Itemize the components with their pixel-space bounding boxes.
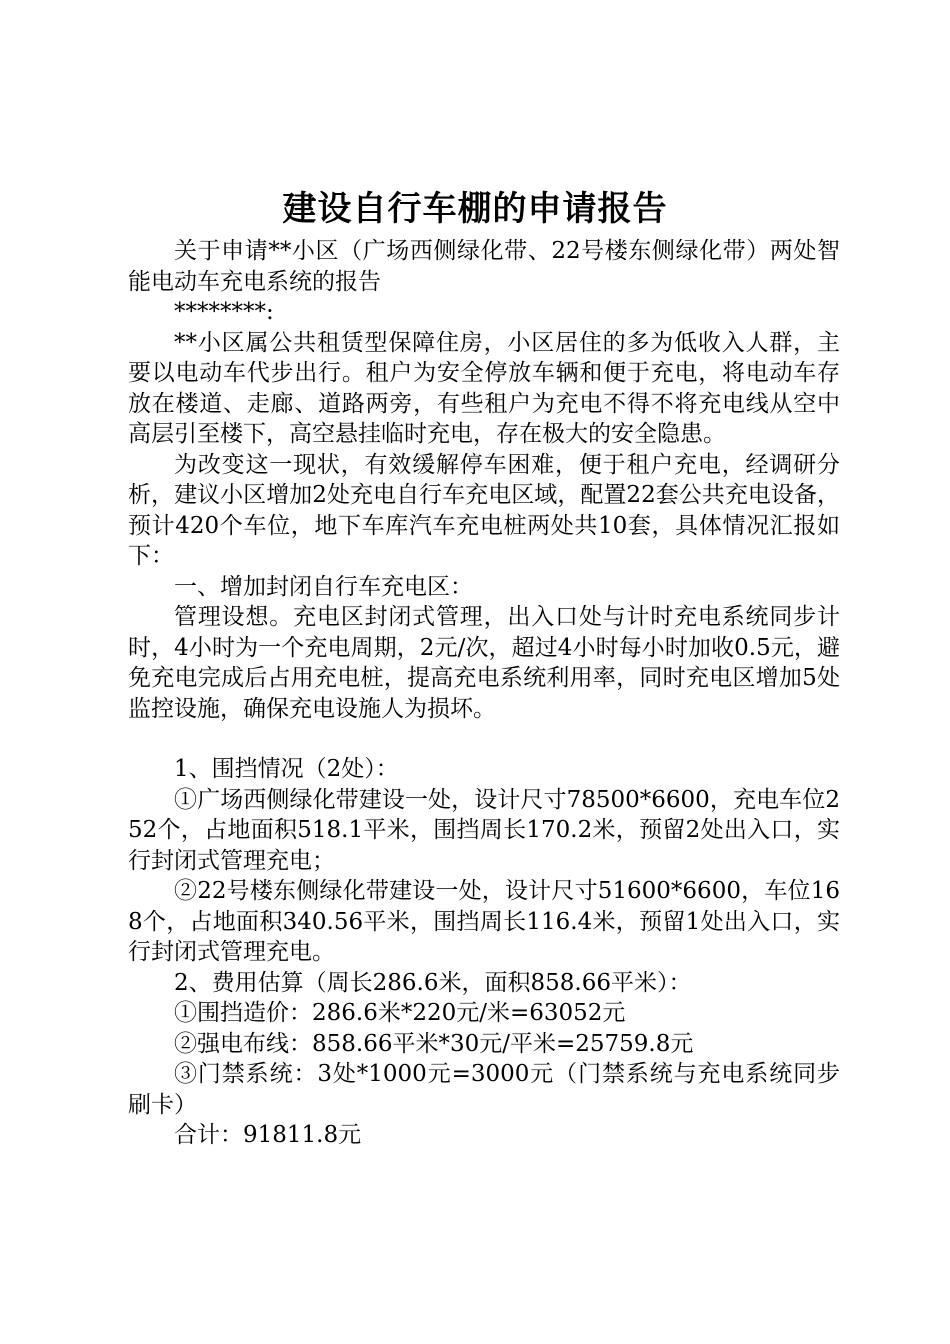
cost-item-2: ②强电布线：858.66平米*30元/平米=25759.8元 [174, 1030, 694, 1057]
background-paragraph: **小区属公共租赁型保障住房，小区居住的多为低收入人群，主要以电动车代步出行。租户为安全停放车辆和便于充电，将电动车存放在楼道、走廊、道路两旁，有些租户为充电不得不将充电线从空中高层引至楼下，高空悬挂临时充电，存在极大的安全隐患。 [128, 329, 840, 447]
document-body [128, 236, 840, 1151]
proposal-paragraph: 为改变这一现状，有效缓解停车困难，便于租户充电，经调研分析，建议小区增加2处充电自行车充电区域，配置22套公共充电设备，预计420个车位，地下车库汽车充电桩两处共10套，具体情况汇报如下： [128, 451, 840, 569]
enclosure-item-2: ②22号楼东侧绿化带建设一处，设计尺寸51600*6600，车位168个，占地面积340.56平米，围挡周长116.4米，预留1处出入口，实行封闭式管理充电。 [128, 878, 840, 965]
salutation: ********: [174, 299, 274, 325]
enclosure-item-1: ①广场西侧绿化带建设一处，设计尺寸78500*6600，充电车位252个，占地面积518.1平米，围挡周长170.2米，预留2处出入口，实行封闭式管理充电； [128, 786, 840, 874]
management-paragraph: 管理设想。充电区封闭式管理，出入口处与计时充电系统同步计时，4小时为一个充电周期，2元/次，超过4小时每小时加收0.5元，避免充电完成后占用充电桩，提高充电系统利用率，同时充电区增加5处监控设施，确保充电设施人为损坏。 [128, 604, 840, 722]
cost-item-3: ③门禁系统：3处*1000元=3000元（门禁系统与充电系统同步刷卡） [128, 1061, 840, 1118]
enclosure-heading: 1、围挡情况（2处）： [174, 756, 399, 782]
cost-total: 合计：91811.8元 [174, 1122, 362, 1148]
document-title: 建设自行车棚的申请报告 [282, 189, 668, 229]
section-heading-1: 一、增加封闭自行车充电区： [174, 573, 473, 600]
cost-item-1: ①围挡造价：286.6米*220元/米=63052元 [174, 1000, 626, 1026]
cost-heading: 2、费用估算（周长286.6米，面积858.66平米）： [174, 969, 692, 996]
report-subject: 关于申请**小区（广场西侧绿化带、22号楼东侧绿化带）两处智能电动车充电系统的报告 [128, 238, 840, 295]
